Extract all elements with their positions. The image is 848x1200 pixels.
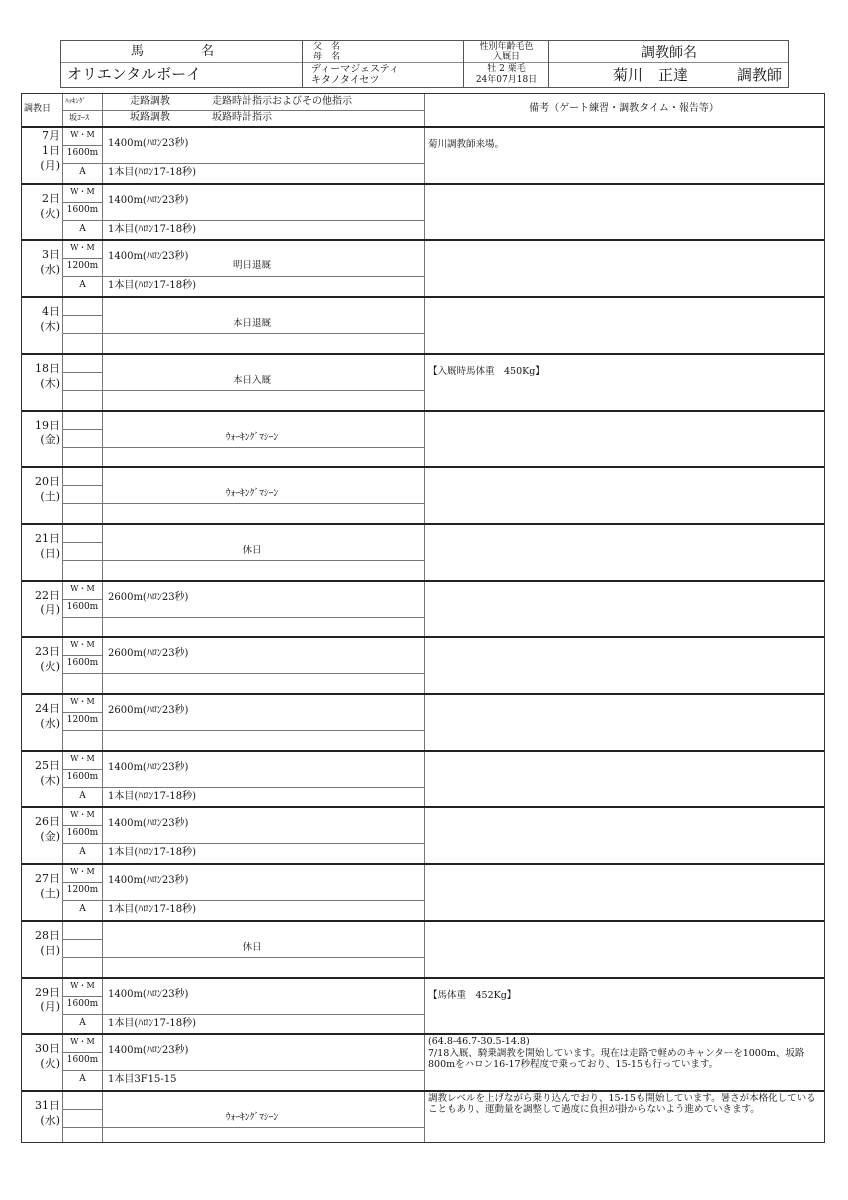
row-slope-code: A (79, 847, 86, 858)
sex-age-value: 牡 2 栗毛 (487, 64, 526, 74)
row-slope-training: 1本目(ﾊﾛﾝ17-18秒) (108, 790, 196, 802)
row-hacking-distance: 1600m (66, 601, 99, 612)
row-hacking-code: W・M (70, 980, 95, 990)
row-hacking-distance: 1600m (66, 148, 99, 158)
row-date: 2日 (火) (40, 191, 60, 220)
row-code-line-1 (62, 485, 102, 486)
horse-info-header (60, 40, 789, 88)
col-date-label: 調教日 (24, 104, 52, 114)
row-hacking-distance: 1600m (66, 204, 99, 215)
row-divider (22, 523, 824, 525)
row-instruction-note: 休日 (242, 544, 262, 556)
row-code-line-1 (62, 655, 102, 656)
sex-age-label: 性別年齢毛色 (479, 42, 534, 52)
row-slope-code: A (79, 1017, 86, 1028)
row-date: 19日 (金) (35, 418, 60, 447)
row-slope-line (62, 617, 424, 618)
row-date: 21日 (日) (35, 531, 60, 560)
row-date: 31日 (水) (35, 1098, 60, 1127)
row-date: 7月 1日 (月) (40, 129, 60, 172)
row-slope-training: 1本目(ﾊﾛﾝ17-18秒) (108, 167, 196, 178)
row-hacking-code: W・M (70, 810, 95, 820)
row-remarks: (64.8-46.7-30.5-14.8) 7/18入厩、騎乗調教を開始しています。現在は走路で軽めのキャンターを1000m、坂路800mをハロン16-17秒程度で乗っており、15-15も行っています。 (428, 1036, 805, 1070)
row-track-training: 2600m(ﾊﾛﾝ23秒) (108, 648, 189, 660)
row-track-training: 1400m(ﾊﾛﾝ23秒) (108, 1045, 189, 1057)
row-code-line-1 (62, 1052, 102, 1053)
row-remarks: 【馬体重 452Kg】 (428, 989, 517, 1001)
row-slope-line (62, 1127, 424, 1128)
col-track-training-label: 走路調教 (130, 96, 170, 107)
row-divider (22, 977, 824, 979)
trainer-name: 菊川 正達 (613, 66, 689, 84)
row-code-line-1 (62, 825, 102, 826)
row-track-training: 1400m(ﾊﾛﾝ23秒) (108, 194, 189, 206)
row-hacking-code: W・M (70, 640, 95, 650)
row-instruction-note: ｳｫｰｷﾝｸﾞﾏｼｰﾝ (225, 1111, 279, 1123)
row-track-training: 2600m(ﾊﾛﾝ23秒) (108, 705, 189, 716)
row-date: 4日 (木) (40, 305, 60, 333)
row-divider (22, 1033, 824, 1035)
row-slope-line (62, 390, 424, 391)
row-track-training: 1400m(ﾊﾛﾝ23秒) (108, 988, 189, 1000)
row-date: 24日 (水) (35, 702, 60, 730)
col-divider-remarks (424, 94, 425, 1142)
row-slope-line (62, 503, 424, 504)
trainer-suffix: 調教師 (737, 66, 783, 84)
col-slope-training-label: 坂路調教 (130, 112, 170, 123)
row-divider (22, 920, 824, 922)
row-slope-line (62, 957, 424, 958)
row-divider (22, 636, 824, 638)
row-divider (22, 410, 824, 412)
row-hacking-code: W・M (70, 1037, 95, 1047)
row-divider (22, 750, 824, 752)
row-slope-line (62, 333, 424, 334)
row-divider (22, 1090, 824, 1092)
row-slope-training: 1本目(ﾊﾛﾝ17-18秒) (108, 1017, 196, 1029)
row-slope-line (62, 730, 424, 731)
row-slope-code: A (79, 223, 86, 234)
col-remarks-label: 備考（ゲート練習・調教タイム・報告等） (529, 103, 719, 114)
row-hacking-distance: 1600m (66, 828, 99, 839)
row-code-line-1 (62, 599, 102, 600)
row-date: 26日 (金) (35, 815, 60, 844)
row-code-line-1 (62, 939, 102, 940)
row-hacking-code: W・M (70, 583, 95, 593)
row-slope-line (62, 447, 424, 448)
row-slope-training: 1本目(ﾊﾛﾝ17-18秒) (108, 847, 196, 859)
row-divider (22, 296, 824, 298)
row-hacking-distance: 1200m (66, 261, 99, 272)
admission-label: 入厩日 (492, 52, 520, 62)
row-date: 18日 (木) (35, 361, 60, 390)
row-code-line-1 (62, 712, 102, 713)
row-hacking-code: W・M (70, 697, 95, 706)
row-instruction-note: 休日 (242, 941, 262, 953)
row-slope-line (62, 220, 424, 221)
row-code-line-1 (62, 769, 102, 770)
row-slope-line (62, 1070, 424, 1071)
row-hacking-code: W・M (70, 130, 95, 139)
header-bottom-line (22, 126, 824, 128)
row-code-line-1 (62, 145, 102, 146)
row-code-line-1 (62, 996, 102, 997)
row-divider (22, 353, 824, 355)
row-code-line-1 (62, 315, 102, 316)
row-track-training: 2600m(ﾊﾛﾝ23秒) (108, 591, 189, 603)
row-track-training: 1400m(ﾊﾛﾝ23秒) (108, 251, 189, 263)
dam-name: キタノタイセツ (311, 75, 380, 86)
dam-label: 母 名 (313, 52, 341, 62)
row-divider (22, 693, 824, 695)
horse-name-label: 馬 名 (131, 44, 216, 59)
row-slope-line (62, 163, 424, 164)
trainer-label: 調教師名 (641, 45, 697, 61)
row-code-line-1 (62, 258, 102, 259)
sire-label: 父 名 (313, 42, 341, 52)
row-date: 22日 (月) (35, 588, 60, 617)
row-slope-line (62, 1014, 424, 1015)
admission-date: 24年07月18日 (475, 75, 538, 85)
row-divider (22, 466, 824, 468)
horse-name: オリエンタルボーイ (67, 65, 202, 83)
col-slope-course-label: 坂ｺｰｽ (69, 113, 89, 122)
row-hacking-distance: 1600m (66, 1055, 99, 1066)
row-slope-code: A (79, 904, 86, 915)
row-instruction-note: ｳｫｰｷﾝｸﾞﾏｼｰﾝ (225, 488, 279, 500)
row-track-training: 1400m(ﾊﾛﾝ23秒) (108, 818, 189, 830)
row-track-training: 1400m(ﾊﾛﾝ23秒) (108, 138, 189, 149)
row-hacking-distance: 1200m (66, 885, 99, 896)
row-slope-training: 1本目(ﾊﾛﾝ17-18秒) (108, 223, 196, 235)
row-slope-training: 1本目(ﾊﾛﾝ17-18秒) (108, 280, 196, 292)
row-instruction-note: 本日退厩 (232, 318, 271, 330)
row-slope-line (62, 276, 424, 277)
row-slope-line (62, 560, 424, 561)
row-slope-code: A (79, 1074, 86, 1085)
row-slope-line (62, 900, 424, 901)
row-hacking-code: W・M (70, 867, 95, 877)
row-remarks: 調教レベルを上げながら乗り込んでおり、15-15も開始しています。暑さが本格化していることもあり、運動量を調整して過度に負担が掛からないよう進めていきます。 (428, 1092, 816, 1116)
row-divider (22, 183, 824, 185)
row-date: 20日 (土) (35, 475, 60, 504)
row-slope-line (62, 673, 424, 674)
row-hacking-distance: 1600m (66, 658, 99, 669)
row-hacking-distance: 1600m (66, 998, 99, 1009)
row-date: 27日 (土) (35, 872, 60, 900)
training-log-table (21, 93, 825, 1143)
row-remarks: 【入厩時馬体重 450Kg】 (428, 365, 545, 377)
row-instruction-note: ｳｫｰｷﾝｸﾞﾏｼｰﾝ (225, 431, 279, 443)
row-date: 28日 (日) (35, 928, 60, 957)
row-divider (22, 863, 824, 865)
row-track-training: 1400m(ﾊﾛﾝ23秒) (108, 761, 189, 773)
row-hacking-code: W・M (70, 186, 95, 196)
row-slope-code: A (79, 167, 86, 177)
col-slope-instructions-label: 坂路時計指示 (212, 112, 272, 123)
sire-name: ディーマジェスティ (311, 64, 399, 75)
row-slope-training: 1本目(ﾊﾛﾝ17-18秒) (108, 904, 196, 916)
row-slope-line (62, 787, 424, 788)
row-date: 25日 (木) (35, 758, 60, 787)
row-date: 30日 (火) (35, 1042, 60, 1071)
row-code-line-1 (62, 429, 102, 430)
header-mid-line (62, 110, 424, 111)
row-code-line-1 (62, 372, 102, 373)
row-remarks: 菊川調教師来場。 (428, 139, 505, 150)
row-slope-code: A (79, 790, 86, 801)
col-divider-code (102, 94, 103, 1142)
row-slope-training: 1本目3F15-15 (108, 1074, 177, 1086)
row-instruction-note: 明日退厩 (232, 260, 271, 272)
row-hacking-distance: 1200m (66, 715, 99, 725)
row-date: 23日 (火) (35, 645, 60, 674)
row-code-line-1 (62, 202, 102, 203)
row-code-line-1 (62, 542, 102, 543)
row-hacking-code: W・M (70, 243, 95, 253)
row-hacking-code: W・M (70, 753, 95, 763)
col-track-instructions-label: 走路時計指示およびその他指示 (212, 96, 352, 107)
row-code-line-1 (62, 882, 102, 883)
row-hacking-distance: 1600m (66, 771, 99, 782)
row-divider (22, 806, 824, 808)
row-code-line-1 (62, 1109, 102, 1110)
col-hacking-label: ﾊｯｷﾝｸﾞ (65, 97, 86, 105)
row-date: 3日 (水) (40, 248, 60, 277)
row-instruction-note: 本日入厩 (232, 374, 271, 386)
row-divider (22, 580, 824, 582)
row-divider (22, 239, 824, 241)
row-date: 29日 (月) (35, 985, 60, 1014)
row-slope-code: A (79, 280, 86, 291)
row-slope-line (62, 843, 424, 844)
row-track-training: 1400m(ﾊﾛﾝ23秒) (108, 875, 189, 887)
